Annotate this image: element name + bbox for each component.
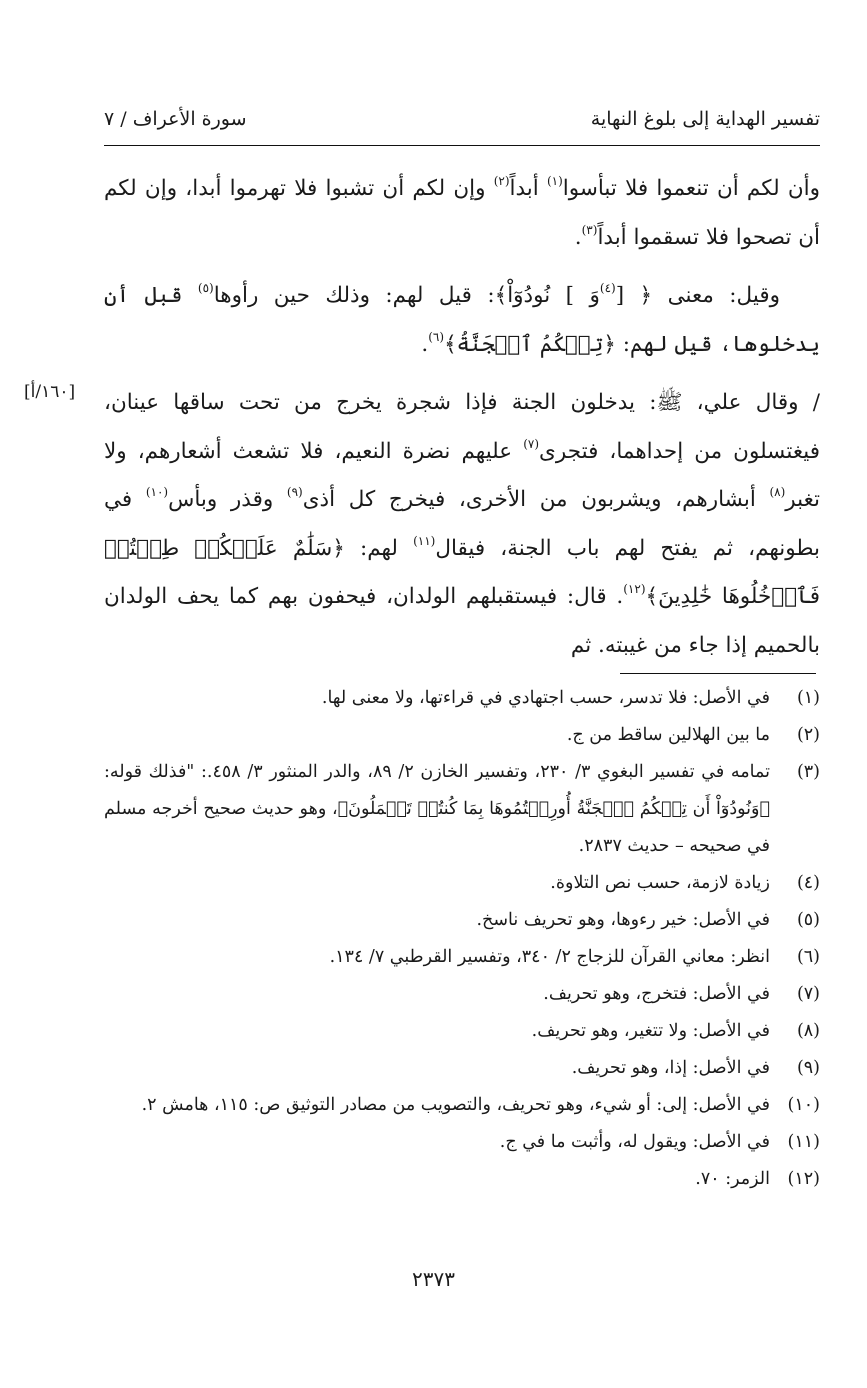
footnote-text: تمامه في تفسير البغوي ٣/ ٢٣٠، وتفسير الخازن ٢/ ٨٩، والدر المنثور ٣/ ٤٥٨.: "فذلك قوله: ﴿وَنُودُوٓاْ أَن تِلۡكُمُ ٱلۡجَنَّةُ أُورِثۡتُمُوهَا بِمَا كُنتُمۡ تَعۡمَلُونَ﴾، وهو حديث صحيح أخرجه مسلم في صحيحه – حديث ٢٨٣٧. (104, 762, 770, 856)
footnote (104, 1087, 820, 1124)
footnote-ref[interactable]: (٥) (197, 281, 214, 295)
footnote-text: في الأصل: خير رءوها، وهو تحريف ناسخ. (476, 910, 770, 930)
footnote-number: (٧) (796, 984, 820, 1004)
footnote-text: الزمر: ٧٠. (695, 1169, 770, 1189)
manuscript-folio-marker: [١٦٠/أ] (24, 382, 76, 402)
footnote-number: (٣) (796, 762, 820, 782)
footnote-number: (١٢) (787, 1169, 820, 1189)
footnote-ref[interactable]: (١٠) (145, 485, 169, 499)
footnote-text: في الأصل: فتخرج، وهو تحريف. (543, 984, 770, 1004)
footnote (104, 976, 820, 1013)
footnote-number: (٤) (796, 873, 820, 893)
paragraph-3: / وقال علي، ﷺ: يدخلون الجنة فإذا شجرة يخرج من تحت ساقها عينان، فيغتسلون من إحداهما، فتجرى$^{(٧)}$ عليهم نضرة النعيم، فلا تشعث أشعارهم، ولا تغبر$^{(٨)}$ أبشارهم، ويشربون من الأخرى، فيخرج كل أذى$^{(٩)}$ وقذر وبأس$^{(١٠)}$ في بطونهم، ثم يفتح لهم باب الجنة، فيقال$^{(١١)}$ لهم: ﴿سَلَٰمٌ عَلَيۡكُمۡ طِبۡتُمۡ فَٱدۡخُلُوهَا خَٰلِدِينَ﴾$^{(١٢)}$. قال: فيستقبلهم الولدان، فيحفون بهم كما يحف الولدان بالحميم إذا جاء من غيبته. ثم (104, 390, 821, 658)
book-title: تفسير الهداية إلى بلوغ النهاية (590, 108, 820, 130)
footnote-text: زيادة لازمة، حسب نص التلاوة. (550, 873, 770, 893)
paragraph-2: وقيل: معنى ﴿ [$^{(٤)}$وَ ] نُودُوٓاْ﴾: قيل لهم: وذلك حين رأوها$^{(٥)}$ قبل أن يدخلوها، قيل لهم: ﴿تِلۡكُمُ ٱلۡجَنَّةُ﴾$^{(٦)}$. (104, 281, 820, 357)
footnote (104, 1050, 820, 1087)
footnote-ref[interactable]: (٦) (428, 329, 445, 344)
footnote-ref[interactable]: (٩) (286, 485, 303, 499)
footnote-text: في الأصل: إذا، وهو تحريف. (571, 1058, 770, 1078)
surah-title: سورة الأعراف / ٧ (104, 108, 247, 130)
paragraph-1: وأن لكم أن تنعموا فلا تبأسوا$^{(١)}$ أبداً$^{(٢)}$ وإن لكم أن تشبوا فلا تهرموا أبدا، وإن لكم أن تصحوا فلا تسقموا أبداً$^{(٣)}$. (104, 174, 820, 250)
footnote-ref[interactable]: (٧) (523, 436, 540, 451)
running-header (104, 108, 820, 130)
footnote-ref[interactable]: (٢) (493, 174, 510, 188)
footnote (104, 1013, 820, 1050)
footnote-text: في الأصل: ويقول له، وأثبت ما في ج. (499, 1132, 770, 1152)
footnote (104, 680, 820, 717)
footnote (104, 754, 820, 865)
footnotes (104, 680, 820, 1198)
footnote-ref[interactable]: (٣) (581, 222, 598, 237)
footnote-separator (620, 673, 816, 674)
main-text (104, 165, 820, 670)
footnote (104, 902, 820, 939)
page-number: ٢٣٧٣ (412, 1267, 455, 1291)
footnote-number: (٩) (796, 1058, 820, 1078)
footnote-ref[interactable]: (١) (546, 174, 563, 188)
footnote (104, 1124, 820, 1161)
footnote-number: (١١) (787, 1132, 820, 1152)
footnote-number: (١) (796, 688, 820, 708)
footnote-number: (٦) (796, 947, 820, 967)
footnote-number: (١٠) (787, 1095, 820, 1115)
footnote-number: (٥) (796, 910, 820, 930)
footnote-number: (٢) (796, 725, 820, 745)
footnote (104, 717, 820, 754)
footnote-ref[interactable]: (١١) (413, 533, 436, 548)
footnote-text: ما بين الهلالين ساقط من ج. (566, 725, 770, 745)
footnote-text: في الأصل: فلا تدسر، حسب اجتهادي في قراءتها، ولا معنى لها. (321, 688, 770, 708)
footnote-text: في الأصل: ولا تتغير، وهو تحريف. (531, 1021, 770, 1041)
footnote (104, 939, 820, 976)
footnote-text: انظر: معاني القرآن للزجاج ٢/ ٣٤٠، وتفسير القرطبي ٧/ ١٣٤. (329, 947, 770, 967)
footnote-text: في الأصل: إلى: أو شيء، وهو تحريف، والتصويب من مصادر التوثيق ص: ١١٥، هامش ٢. (141, 1095, 770, 1115)
footnote-ref[interactable]: (١٢) (623, 582, 646, 596)
footnote-ref[interactable]: (٨) (769, 485, 786, 499)
footnote (104, 1161, 820, 1198)
header-rule (104, 145, 820, 146)
footnote-number: (٨) (796, 1021, 820, 1041)
footnote (104, 865, 820, 902)
footnote-ref[interactable]: (٤) (599, 281, 616, 295)
